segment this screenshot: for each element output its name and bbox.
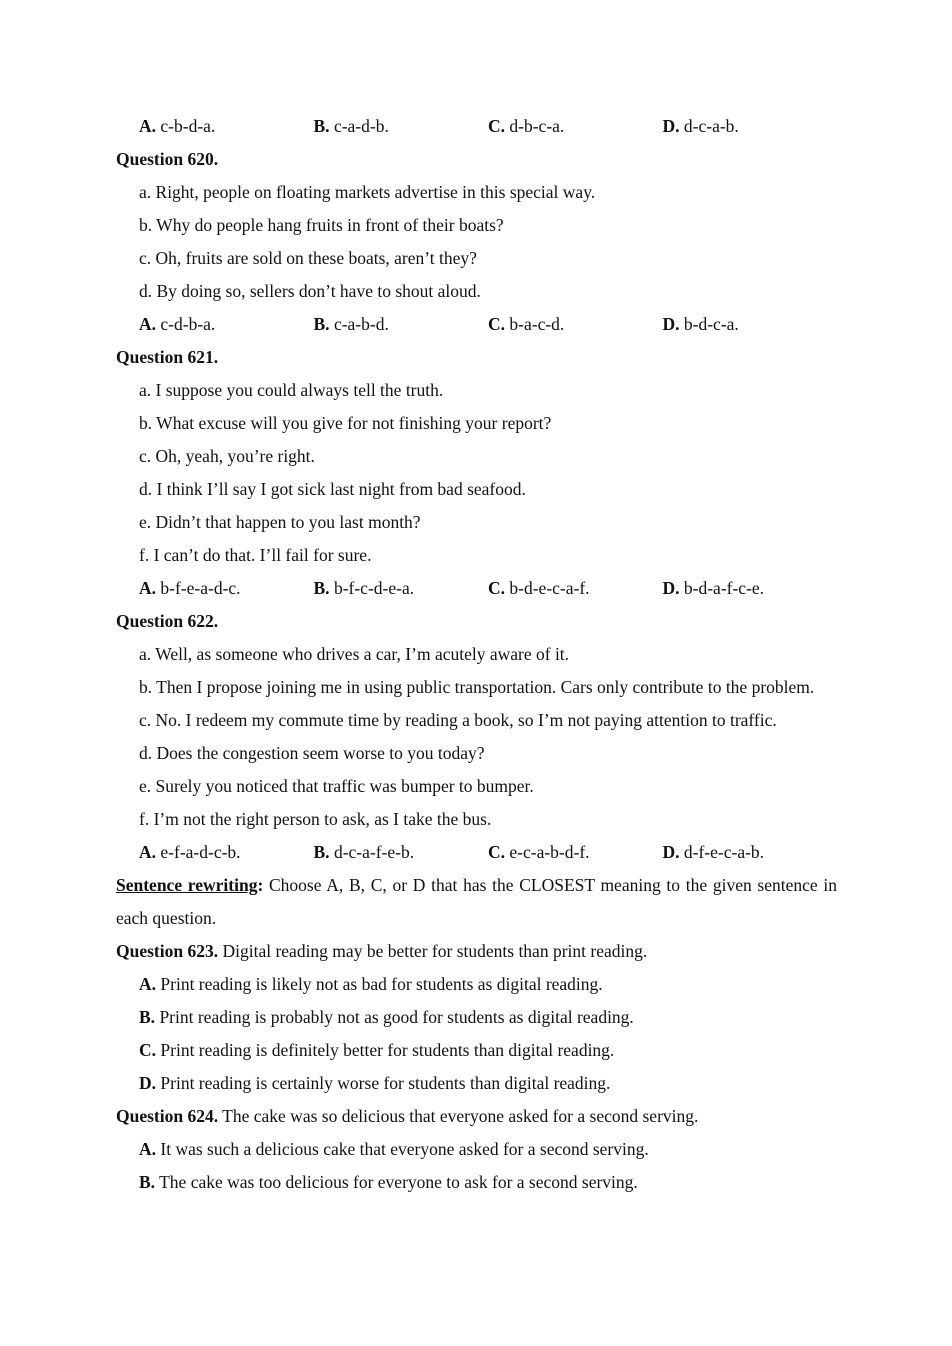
- option-b: B. Print reading is probably not as good for students as digital reading.: [139, 1007, 634, 1027]
- dialogue-line: e. Didn’t that happen to you last month?: [139, 512, 421, 532]
- dialogue-line: a. Well, as someone who drives a car, I’m acutely aware of it.: [139, 644, 570, 664]
- dialogue-line-wrapped: b. Then I propose joining me in using public transportation. Cars only contribute to the problem.: [139, 677, 815, 697]
- option-d: D. b-d-a-f-c-e.: [662, 578, 765, 598]
- option-c: C. d-b-c-a.: [488, 116, 565, 136]
- section-instruction: Sentence rewriting: Choose A, B, C, or D that has the CLOSEST meaning to the given sentence in each question.: [116, 875, 837, 928]
- option-a: A. b-f-e-a-d-c.: [139, 578, 241, 598]
- dialogue-line: a. I suppose you could always tell the truth.: [139, 380, 444, 400]
- dialogue-line: e. Surely you noticed that traffic was bumper to bumper.: [139, 776, 534, 796]
- question-620-title: Question 620.: [116, 149, 219, 169]
- question-622-title: Question 622.: [116, 611, 219, 631]
- dialogue-line: c. Oh, fruits are sold on these boats, aren’t they?: [139, 248, 477, 268]
- section-heading: Sentence rewriting: [116, 875, 258, 895]
- option-c: C. Print reading is definitely better for students than digital reading.: [139, 1040, 615, 1060]
- question-624: [116, 1100, 837, 1133]
- option-a: A. e-f-a-d-c-b.: [139, 842, 241, 862]
- page-content: [116, 110, 837, 1199]
- option-d: D. d-f-e-c-a-b.: [662, 842, 765, 862]
- question-623-title: Question 623.: [116, 941, 219, 961]
- dialogue-line: b. Why do people hang fruits in front of their boats?: [139, 215, 504, 235]
- question-623: [116, 935, 837, 968]
- option-b: B. d-c-a-f-e-b.: [313, 842, 415, 862]
- dialogue-line: d. Does the congestion seem worse to you today?: [139, 743, 485, 763]
- dialogue-line: c. Oh, yeah, you’re right.: [139, 446, 315, 466]
- question-stem: Digital reading may be better for students than print reading.: [218, 941, 648, 961]
- option-b: B. c-a-d-b.: [313, 116, 389, 136]
- option-a: A. Print reading is likely not as bad for students as digital reading.: [139, 974, 603, 994]
- option-d: D. d-c-a-b.: [662, 116, 739, 136]
- option-a: A. It was such a delicious cake that everyone asked for a second serving.: [139, 1139, 649, 1159]
- dialogue-line: d. By doing so, sellers don’t have to shout aloud.: [139, 281, 481, 301]
- question-stem: The cake was so delicious that everyone asked for a second serving.: [218, 1106, 699, 1126]
- question-624-title: Question 624.: [116, 1106, 219, 1126]
- question-621-title: Question 621.: [116, 347, 219, 367]
- dialogue-line: f. I can’t do that. I’ll fail for sure.: [139, 545, 372, 565]
- option-b: B. b-f-c-d-e-a.: [313, 578, 415, 598]
- dialogue-line: b. What excuse will you give for not finishing your report?: [139, 413, 552, 433]
- option-a: A. c-b-d-a.: [139, 116, 216, 136]
- option-c: C. b-a-c-d.: [488, 314, 565, 334]
- dialogue-line: c. No. I redeem my commute time by reading a book, so I’m not paying attention to traffic.: [139, 710, 777, 730]
- option-c: C. b-d-e-c-a-f.: [488, 578, 590, 598]
- option-d: D. Print reading is certainly worse for students than digital reading.: [139, 1073, 611, 1093]
- dialogue-line: a. Right, people on floating markets advertise in this special way.: [139, 182, 596, 202]
- option-b: B. c-a-b-d.: [313, 314, 389, 334]
- answer-options-619: [116, 110, 837, 143]
- option-a: A. c-d-b-a.: [139, 314, 216, 334]
- option-b: B. The cake was too delicious for everyone to ask for a second serving.: [139, 1172, 638, 1192]
- option-d: D. b-d-c-a.: [662, 314, 739, 334]
- option-c: C. e-c-a-b-d-f.: [488, 842, 590, 862]
- answer-options-621: [116, 572, 837, 605]
- answer-options-620: [116, 308, 837, 341]
- answer-options-622: [116, 836, 837, 869]
- dialogue-line: f. I’m not the right person to ask, as I take the bus.: [139, 809, 492, 829]
- dialogue-line: d. I think I’ll say I got sick last night from bad seafood.: [139, 479, 526, 499]
